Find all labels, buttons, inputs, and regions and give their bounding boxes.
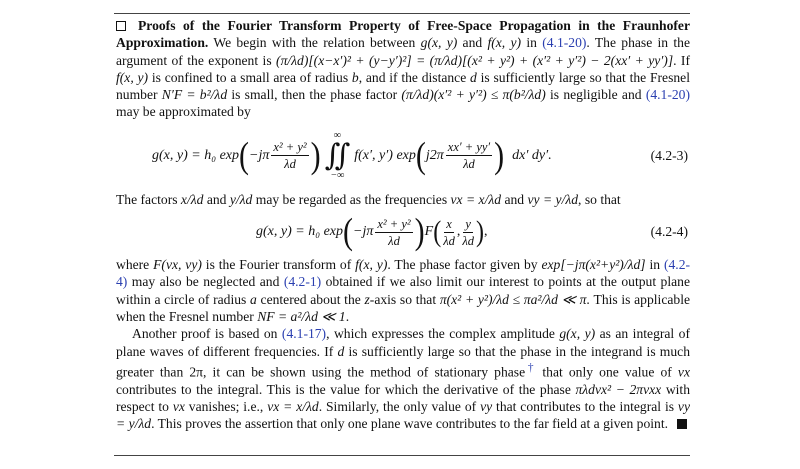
- equation-ref-link[interactable]: (4.2-1): [283, 274, 322, 290]
- square-outline-icon: [116, 21, 126, 31]
- top-rule: [114, 13, 690, 14]
- equation-number: (4.2-4): [650, 224, 688, 240]
- equation-ref-link[interactable]: (4.1-20): [645, 87, 690, 103]
- paragraph-2: The factors x/λd and y/λd may be regarded as the frequencies νx = x/λd and νy = y/λd, so that: [116, 191, 621, 207]
- equation-4-2-3: g(x, y) = h₀ exp ( −jπ $\frac{\text{x² + y²}}{\lambda d}$ ) ∞ ∬ −∞ f(x′, y′) exp ( j2π $\frac{xx' + yy'}{\lambda d}$ ) dx′ dy′. (4.2-3): [152, 129, 688, 181]
- footnote-dagger-link[interactable]: †: [525, 361, 537, 374]
- paragraph-4: Another proof is based on (4.1-17), which expresses the complex amplitude g(x, y) as an integral of plane waves of different frequencies. If d is sufficiently large so that the phase in the integrand is much greater than 2π, it can be shown using the method of stationary phase† that only one value of νx contributes to the integral. This is the value for which the derivative of the phase πλdνx² − 2πνxx with respect to νx vanishes; i.e., νx = x/λd. Similarly, the only value of νy that contributes to the integral is νy = y/λd. This proves the assertion that only one plane wave contributes to the far field at a given point.: [116, 326, 690, 432]
- filled-square-end-icon: [677, 419, 687, 429]
- document-body: [116, 17, 690, 433]
- paragraph-3: where F(νx, νy) is the Fourier transform of f(x, y). The phase factor given by exp[−jπ(x²+y²)/λd] in (4.2-4) may also be neglected and (4.2-1) obtained if we also limit our interest to points at the output plane within a circle of radius a centered about the z-axis so that π(x² + y²)/λd ≤ πa²/λd ≪ π. This is applicable when the Fresnel number NF = a²/λd ≪ 1.: [116, 257, 691, 324]
- bottom-rule: [114, 455, 690, 456]
- equation-ref-link[interactable]: (4.1-20): [542, 35, 587, 51]
- section-heading: Proofs of the Fourier Transform Property of Free-Space Propagation in the Fraunhofer Approximation.: [116, 18, 690, 51]
- equation-number: (4.2-3): [650, 147, 688, 163]
- equation-ref-link[interactable]: (4.2-4): [116, 257, 691, 290]
- equation-4-2-4: g(x, y) = h₀ exp ( −jπ $\frac{\text{x² + y²}}{\lambda d}$ ) F ( $\frac{x}{\lambda d}$ , $\frac{y}{\lambda d}$ ) , (4.2-4): [256, 210, 688, 253]
- paragraph-1: Proofs of the Fourier Transform Property of Free-Space Propagation in the Fraunhofer Approximation. We begin with the relation between g(x, y) and f(x, y) in (4.1-20). The phase in the argument of the exponent is (π/λd)[(x−x′)² + (y−y′)²] = (π/λd)[(x² + y²) + (x′² + y′²) − 2(xx′ + yy′)]. If f(x, y) is confined to a small area of radius b, and if the distance d is sufficiently large so that the Fresnel number N′F = b²/λd is small, then the phase factor (π/λd)(x′² + y′²) ≤ π(b²/λd) is negligible and (4.1-20) may be approximated by: [116, 18, 690, 120]
- double-integral: ∞ ∬ −∞: [324, 129, 351, 181]
- equation-ref-link[interactable]: (4.1-17): [281, 326, 327, 342]
